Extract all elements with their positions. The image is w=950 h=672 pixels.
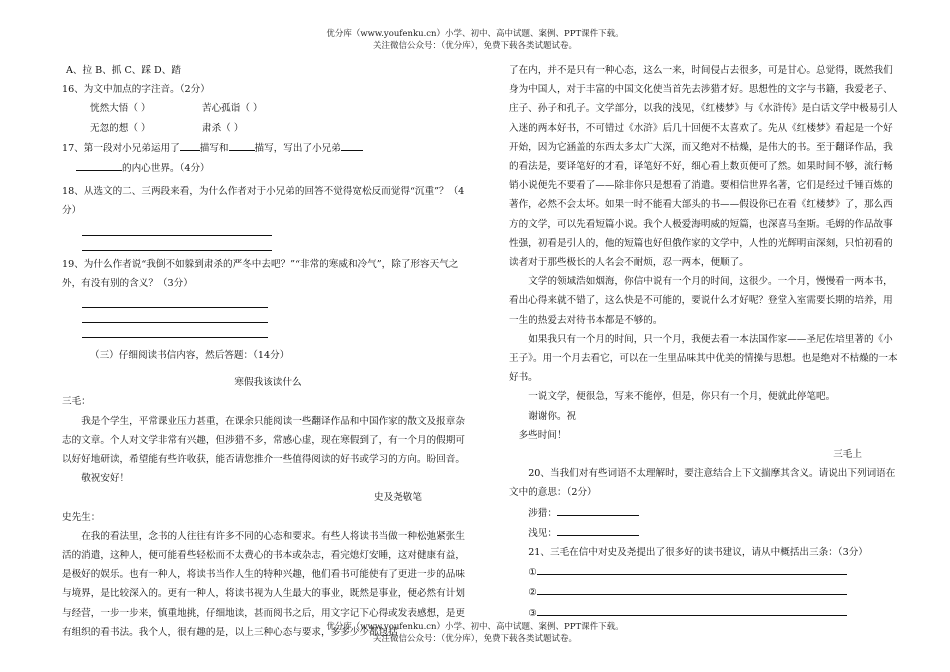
q19-answer-line-1[interactable] <box>82 293 268 308</box>
footer-line-1: 优分库（www.youfenku.cn）小学、初中、高中试题、案例、PPT课件下载。 <box>326 622 624 632</box>
letter-2-para-month: 如果我只有一个月的时间，只一个月，我便去看一本法国作家——圣尼佐培里著的《小王子》。用一个月去看它，可以在一生里品味其中优美的情操与思想。也是绝对不枯燥的一本好书。 <box>509 333 898 384</box>
q20-item-a: 涉猎： <box>509 503 902 523</box>
letter-1-salutation: 三毛： <box>62 396 91 408</box>
letter-2-wish: 多些时间！ <box>518 429 567 441</box>
q20: 20、当我们对有些词语不太理解时，要注意结合上下文揣摩其含义。请说出下列词语在文中的意思：（2分） <box>509 468 896 499</box>
letter-2-signature: 三毛上 <box>833 449 862 461</box>
q17-cont: 的内心世界。（4分） <box>62 158 474 178</box>
q20-item-b: 浅见： <box>509 523 902 543</box>
letter-2-para-stop: 一说文学，便很急，写来不能停，但是，你只有一个月，便就此停笔吧。 <box>528 391 836 403</box>
page-footer <box>0 621 950 645</box>
q21-blank-2[interactable] <box>537 582 847 595</box>
q18: 18、从选文的二、三两段来看，为什么作者对于小兄弟的回答不觉得宽松反而觉得“沉重”？（4分） <box>62 186 465 217</box>
q19: 19、为什么作者说“我倒不如躲到肃杀的严冬中去吧？”“非常的寒威和冷气”，除了形容天气之外，有没有别的含义？（3分） <box>62 258 459 289</box>
letter-2-salutation: 史先生： <box>62 511 101 523</box>
q20-blank-b[interactable] <box>557 523 639 536</box>
q21: 21、三毛在信中对史及尧提出了很多好的读书建议，请从中概括出三条：（3分） <box>528 547 868 559</box>
letter-2-body-part-1: 在我的看法里，念书的人往往有许多不同的心态和要求。有些人将读书当做一种松弛紧张生活的消遣，这种人，便可能看些轻松而不太费心的书本或杂志，看完熄灯安睡，这对健康有益，是极好的娱乐。也有一种人，将读书当作人生的特种兴趣，他们看书可能使有了更进一步的品味与境界，是比较深入的。更有一种人，将读书视为人生最大的事业，既然是事业，便必然有计划与经营，一步一步来，慎重地挑，仔细地读，甚而阅书之后，用文字记下心得或发表感想，是更有组织的看书法。我个人，很有趣的是，以上三种心态与要求，多多少少都包括 <box>62 530 465 638</box>
letter-1-closing: 敬祝安好！ <box>81 473 130 485</box>
q21-blank-1[interactable] <box>537 562 847 575</box>
page-header <box>0 28 950 52</box>
q21-blank-3[interactable] <box>537 603 847 616</box>
left-column <box>62 61 474 642</box>
footer-line-2: 关注微信公众号：（优分库），免费下载各类试题试卷。 <box>372 634 577 644</box>
q16-item-4: 肃杀（ ） <box>202 122 244 134</box>
q20-blank-a[interactable] <box>557 503 639 516</box>
letter-2-body-part-2: 了在内，并不是只有一种心态，这么一来，时间侵占去很多，可是甘心。总觉得，既然我们身为中国人，对于丰富的中国文化使当首先去涉猎才好。思想性的文字与书籍，我爱老子、庄子、孙子和孔子。文学部分，以我的浅见，《红楼梦》与《水浒传》是白话文学中极易引人入迷的两本好书，不可错过《水浒》后几十回便不太喜欢了。先从《红楼梦》看起是一个好开始，因为它涵盖的东西太多太广大深，而又绝对不枯燥，是伟大的书。至于翻译作品，我的看法是，要译笔好的才看，译笔好不好，细心看上数页便可了然。如果时间不够，流行畅销小说便先不要看了——除非你只是想看了消遣。要相信世界名著，它们是经过千锤百炼的著作，必然不会太坏。如果一时不能看大部头的书——假设你已在看《红楼梦》了，那么西方的文学，可以先看短篇小说。我个人极爱海明威的短篇，也深喜马奎斯。毛姆的作品故事性强，初看是引人的，他的短篇也好但俄作家的文学中，人性的光辉明亩深刻，只怕初看的读者对于那些极长的人名会不耐烦，忍一两本，便顺了。 <box>509 65 898 269</box>
q17-blank-3[interactable] <box>341 138 363 151</box>
section-3-heading: （三）仔细阅读书信内容，然后答题：（14分） <box>90 350 290 362</box>
q18-answer-line-2[interactable] <box>82 236 272 251</box>
letter-2-para-literature: 文学的领域浩如烟海，你信中说有一个月的时间，这很少。一个月，慢慢看一两本书，看出心得来就不错了，这么快是不可能的，要说什么才好呢？登堂入室需要长期的培养，用一生的热爱去对待书本都是不够的。 <box>509 276 893 326</box>
q16: 16、为文中加点的字注音。（2分） <box>62 84 210 96</box>
q17-blank-4[interactable] <box>76 158 122 171</box>
q17: 17、第一段对小兄弟运用了 描写和 描写，写出了小兄弟 <box>62 138 474 158</box>
header-line-1: 优分库（www.youfenku.cn）小学、初中、高中试题、案例、PPT课件下载。 <box>326 29 624 39</box>
header-line-2: 关注微信公众号：（优分库），免费下载各类试题试卷。 <box>372 41 577 51</box>
q17-blank-2[interactable] <box>229 138 255 151</box>
q16-item-1: 恍然大悟（ ） <box>90 103 151 115</box>
q17-blank-1[interactable] <box>180 138 200 151</box>
right-column <box>509 61 902 623</box>
q21-item-1: ① <box>509 562 902 582</box>
q19-answer-line-3[interactable] <box>82 323 268 338</box>
q15-options: A、拉 B、抓 C、踩 D、踏 <box>66 65 181 76</box>
q18-answer-line-1[interactable] <box>82 221 272 236</box>
letter-1-body: 我是个学生，平常课业压力甚重，在课余只能阅读一些翻译作品和中国作家的散文及报章杂志的文章。个人对文学非常有兴趣，但涉猎不多，常感心虚，现在寒假到了，有一个月的假期可以好好地研读，希望能有些许收获，能否请您推介一些值得阅读的好书或学习的方向。盼回音。 <box>62 415 465 466</box>
q19-answer-line-2[interactable] <box>82 308 268 323</box>
q21-item-3: ③ <box>509 603 902 623</box>
q21-item-2: ② <box>509 582 902 602</box>
letter-1-signature: 史及尧敬笔 <box>374 492 422 504</box>
q16-item-2: 苦心孤诣（ ） <box>202 103 263 115</box>
q16-row-1 <box>62 99 474 118</box>
letter-2-closing: 谢谢你。祝 <box>528 410 577 422</box>
q16-row-2 <box>62 119 474 138</box>
article-title: 寒假我该读什么 <box>234 377 302 389</box>
q16-item-3: 无忽的想（ ） <box>90 122 151 134</box>
